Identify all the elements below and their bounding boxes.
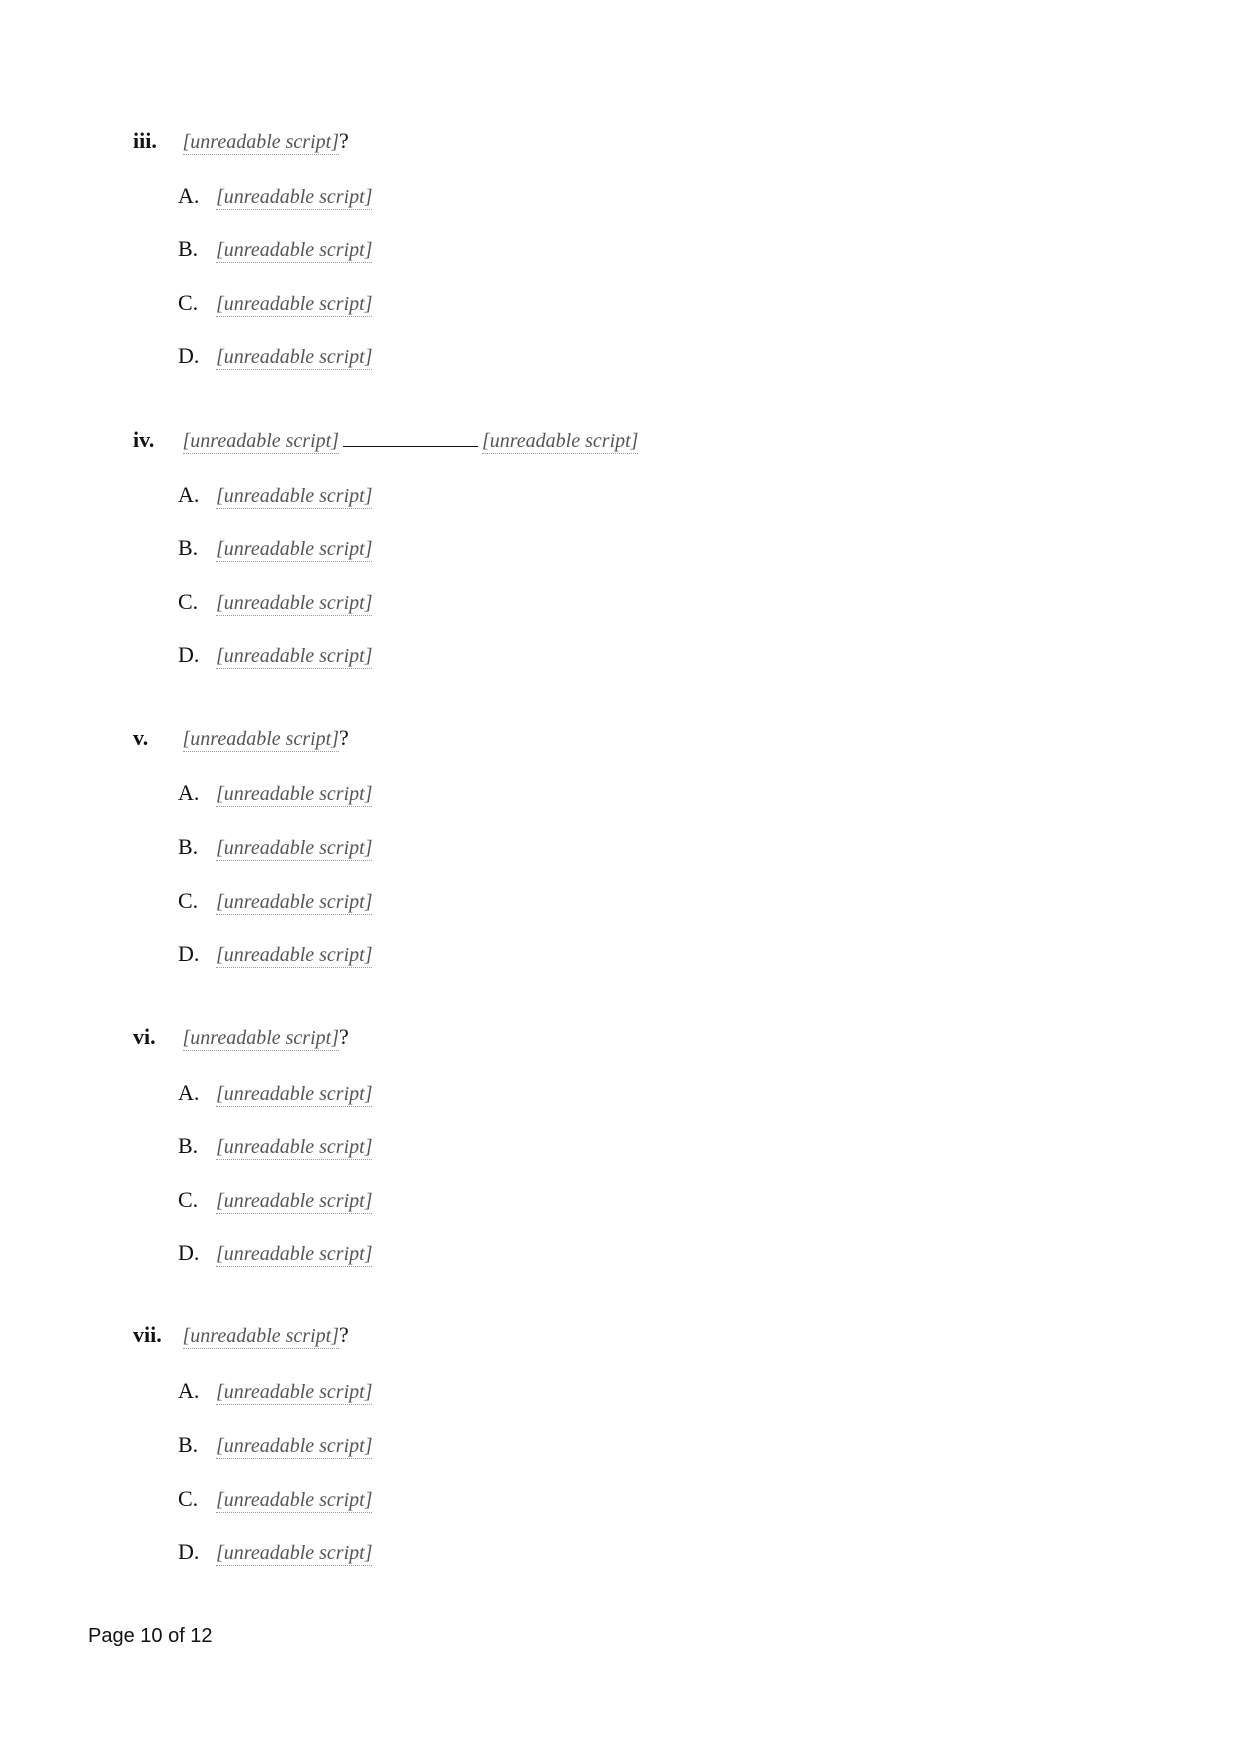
option-letter: C. — [178, 290, 199, 315]
option-text: [unreadable script] — [216, 837, 373, 859]
option-iii-d — [178, 343, 372, 370]
option-letter: C. — [178, 888, 199, 913]
question-number: iii. — [133, 128, 157, 153]
question-vii — [133, 1322, 349, 1349]
option-letter: D. — [178, 1240, 200, 1265]
question-v — [133, 725, 349, 752]
option-text: [unreadable script] — [216, 645, 373, 667]
option-vii-c — [178, 1486, 372, 1513]
option-text: [unreadable script] — [216, 1489, 373, 1511]
option-text: [unreadable script] — [216, 1136, 373, 1158]
option-iv-c — [178, 589, 372, 616]
option-v-c — [178, 888, 372, 915]
question-text: [unreadable script] — [182, 1325, 339, 1347]
option-text: [unreadable script] — [216, 1243, 373, 1265]
option-letter: A. — [178, 780, 200, 805]
option-letter: A. — [178, 1378, 200, 1403]
option-text: [unreadable script] — [216, 1190, 373, 1212]
option-text: [unreadable script] — [216, 538, 373, 560]
option-letter: C. — [178, 1486, 199, 1511]
question-mark: ? — [338, 128, 349, 153]
question-mark: ? — [338, 1024, 349, 1049]
option-vi-c — [178, 1187, 372, 1214]
question-number: vi. — [133, 1024, 156, 1049]
option-text: [unreadable script] — [216, 783, 373, 805]
fill-in-blank — [343, 446, 478, 447]
option-letter: C. — [178, 589, 199, 614]
option-iii-b — [178, 236, 372, 263]
option-iii-a — [178, 183, 372, 210]
option-text: [unreadable script] — [216, 944, 373, 966]
option-iv-d — [178, 642, 372, 669]
option-text: [unreadable script] — [216, 891, 373, 913]
question-number: iv. — [133, 427, 155, 452]
question-text-after-blank: [unreadable script] — [481, 430, 639, 452]
option-letter: A. — [178, 1080, 200, 1105]
question-vi — [133, 1024, 349, 1051]
page-number: Page 10 of 12 — [88, 1625, 213, 1647]
option-text: [unreadable script] — [216, 346, 373, 368]
option-vi-b — [178, 1133, 372, 1160]
question-iii — [133, 128, 349, 155]
option-text: [unreadable script] — [216, 239, 373, 261]
question-text: [unreadable script] — [182, 430, 339, 452]
option-vii-a — [178, 1378, 372, 1405]
option-text: [unreadable script] — [216, 1435, 373, 1457]
option-letter: D. — [178, 1539, 200, 1564]
option-v-d — [178, 941, 372, 968]
question-text: [unreadable script] — [182, 728, 339, 750]
option-text: [unreadable script] — [216, 485, 373, 507]
option-v-b — [178, 834, 372, 861]
option-letter: D. — [178, 343, 200, 368]
option-letter: C. — [178, 1187, 199, 1212]
option-text: [unreadable script] — [216, 592, 373, 614]
option-iii-c — [178, 290, 372, 317]
option-letter: A. — [178, 482, 200, 507]
option-iv-b — [178, 535, 372, 562]
option-vi-d — [178, 1240, 372, 1267]
option-letter: D. — [178, 941, 200, 966]
option-text: [unreadable script] — [216, 293, 373, 315]
option-vi-a — [178, 1080, 372, 1107]
option-text: [unreadable script] — [216, 1542, 373, 1564]
question-mark: ? — [338, 725, 349, 750]
option-vii-d — [178, 1539, 372, 1566]
option-letter: A. — [178, 183, 200, 208]
question-text: [unreadable script] — [182, 1027, 339, 1049]
option-letter: B. — [178, 1133, 199, 1158]
option-iv-a — [178, 482, 372, 509]
option-text: [unreadable script] — [216, 1381, 373, 1403]
option-text: [unreadable script] — [216, 186, 373, 208]
question-number: vii. — [133, 1322, 162, 1347]
option-text: [unreadable script] — [216, 1083, 373, 1105]
question-iv — [133, 427, 638, 454]
question-text: [unreadable script] — [182, 131, 339, 153]
option-letter: B. — [178, 535, 199, 560]
option-v-a — [178, 780, 372, 807]
option-letter: B. — [178, 1432, 199, 1457]
option-vii-b — [178, 1432, 372, 1459]
option-letter: B. — [178, 834, 199, 859]
option-letter: D. — [178, 642, 200, 667]
question-mark: ? — [338, 1322, 349, 1347]
option-letter: B. — [178, 236, 199, 261]
question-number: v. — [133, 725, 149, 750]
